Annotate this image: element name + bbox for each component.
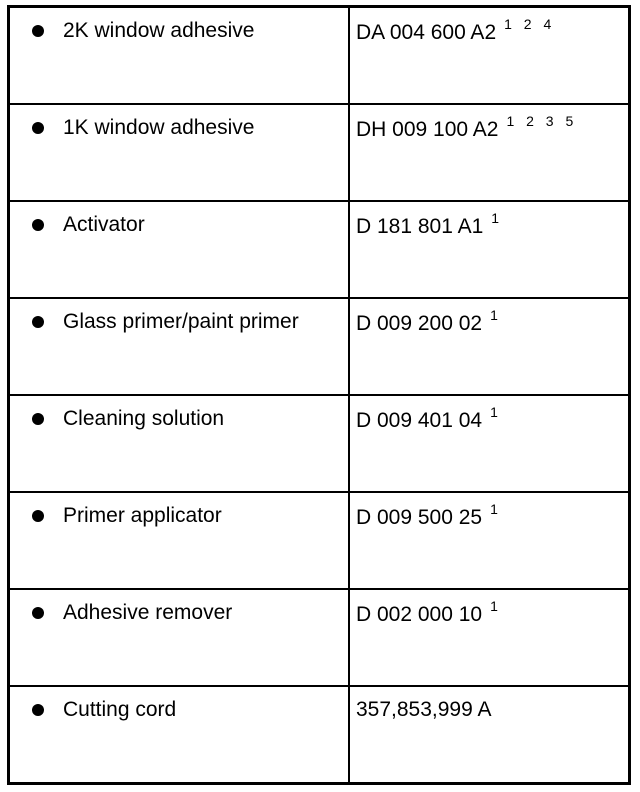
footnote-refs: 1 xyxy=(491,210,500,226)
footnote-refs: 1 xyxy=(490,501,498,517)
bullet-icon xyxy=(32,510,44,522)
footnote-refs: 1 2 3 5 xyxy=(506,113,574,129)
column-divider xyxy=(348,687,350,782)
table-row xyxy=(10,202,628,299)
footnote-refs: 1 xyxy=(490,307,498,323)
item-description: Adhesive remover xyxy=(63,601,233,624)
bullet-icon xyxy=(32,219,44,231)
part-number: 357,853,999 A xyxy=(356,698,492,721)
part-number: D 181 801 A1 xyxy=(356,215,484,238)
part-number: D 009 500 25 xyxy=(356,506,483,529)
bullet-icon xyxy=(32,704,44,716)
table-row xyxy=(10,493,628,590)
item-description: Cutting cord xyxy=(63,698,177,721)
column-divider xyxy=(348,493,350,588)
bullet-icon xyxy=(32,25,44,37)
column-divider xyxy=(348,8,350,103)
part-number-cell xyxy=(356,598,498,627)
item-description: Glass primer/paint primer xyxy=(63,310,299,333)
part-number: DH 009 100 A2 xyxy=(356,118,499,141)
part-number: D 009 401 04 xyxy=(356,409,483,432)
part-number-cell xyxy=(356,404,498,433)
part-number-cell xyxy=(356,307,498,336)
table-row xyxy=(10,590,628,687)
part-number: D 002 000 10 xyxy=(356,603,483,626)
item-description: 1K window adhesive xyxy=(63,116,255,139)
item-description: Primer applicator xyxy=(63,504,222,527)
table-row xyxy=(10,687,628,782)
part-number-cell xyxy=(356,501,498,530)
footnote-refs: 1 2 4 xyxy=(504,16,552,32)
part-number: DA 004 600 A2 xyxy=(356,21,497,44)
item-description: Activator xyxy=(63,213,145,236)
column-divider xyxy=(348,105,350,200)
column-divider xyxy=(348,590,350,685)
footnote-refs: 1 xyxy=(490,404,498,420)
table-row xyxy=(10,8,628,105)
item-description: Cleaning solution xyxy=(63,407,225,430)
part-number-cell xyxy=(356,16,552,45)
column-divider xyxy=(348,202,350,297)
part-number-cell xyxy=(356,210,500,239)
part-number-cell xyxy=(356,113,574,142)
part-number: D 009 200 02 xyxy=(356,312,483,335)
column-divider xyxy=(348,396,350,491)
column-divider xyxy=(348,299,350,394)
table-row xyxy=(10,299,628,396)
table-row xyxy=(10,105,628,202)
bullet-icon xyxy=(32,122,44,134)
part-number-cell xyxy=(356,697,499,722)
bullet-icon xyxy=(32,316,44,328)
table-row xyxy=(10,396,628,493)
footnote-refs: 1 xyxy=(490,598,498,614)
parts-table xyxy=(7,5,631,785)
bullet-icon xyxy=(32,413,44,425)
item-description: 2K window adhesive xyxy=(63,19,255,42)
bullet-icon xyxy=(32,607,44,619)
